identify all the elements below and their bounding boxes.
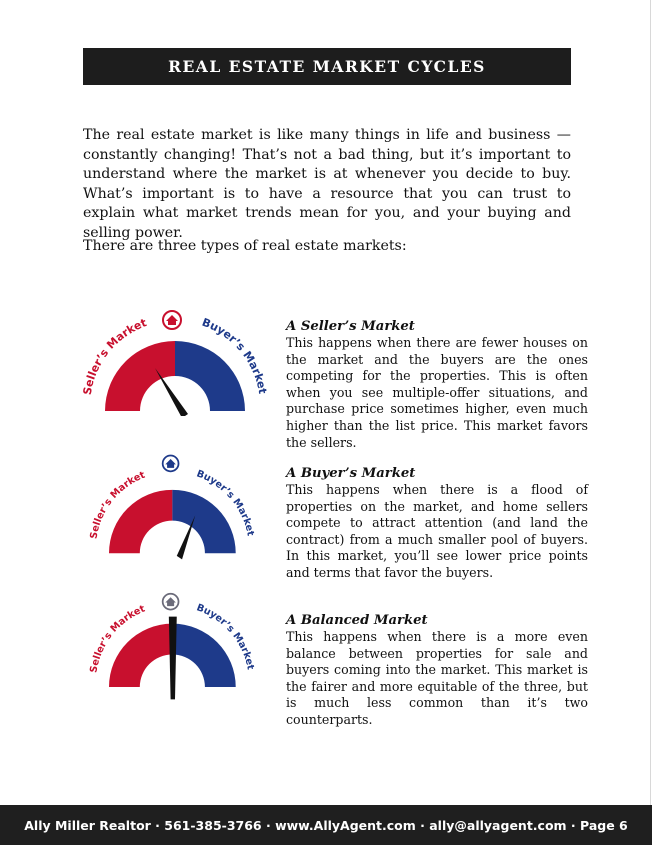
house-pin-icon <box>163 456 179 472</box>
buyer-market-section <box>286 465 588 582</box>
seller-market-text: This happens when there are fewer houses on the market and the buyers are the ones competing for the properties. This is often when you see multiple-offer situations, and purchase price sometimes higher, even much higher than the list price. This market favors the sellers. <box>286 335 588 450</box>
buyer-market-text: This happens when there is a flood of properties on the market, and home sellers compete to attract attention (and land the contract) from a much smaller pool of buyers. In this market, you’ll see lower price points and terms that favor the buyers. <box>286 482 588 580</box>
seller-market-label: Seller’s Market <box>88 603 147 674</box>
seller-market-section <box>286 318 588 451</box>
seller-market-label: Seller’s Market <box>88 469 147 540</box>
market-types-intro: There are three types of real estate markets: <box>83 238 407 254</box>
buyer-market-label: Buyer’s Market <box>194 602 256 671</box>
seller-market-label: Seller’s Market <box>80 316 149 396</box>
buyer-market-title: A Buyer’s Market <box>286 466 416 481</box>
gauge-buyer-arc <box>172 624 235 687</box>
balanced-market-gauge <box>80 592 270 702</box>
buyer-market-label: Buyer’s Market <box>200 315 270 395</box>
buyer-market-label: Buyer’s Market <box>194 468 256 537</box>
gauge-needle <box>169 617 177 700</box>
balanced-market-section <box>286 612 588 729</box>
gauge-buyer-arc <box>172 490 235 553</box>
page-title: REAL ESTATE MARKET CYCLES <box>168 57 486 76</box>
intro-paragraph: The real estate market is like many things in life and business — constantly changing! That’s not a bad thing, but it’s important to understand where the market is at whenever you decide to buy. What’s important is to have a resource that you can trust to explain what market trends mean for you, and your buying and selling power. <box>83 127 571 241</box>
balanced-market-title: A Balanced Market <box>286 613 428 628</box>
gauge-buyer-arc <box>175 341 245 411</box>
seller-market-title: A Seller’s Market <box>286 319 415 334</box>
house-pin-icon <box>163 594 179 610</box>
buyer-market-gauge <box>80 452 270 562</box>
gauge-seller-arc <box>109 624 172 687</box>
house-pin-icon <box>163 311 181 329</box>
footer-contact-text: Ally Miller Realtor · 561-385-3766 · www.AllyAgent.com · ally@allyagent.com · Page 6 <box>24 817 628 833</box>
gauge-seller-arc <box>109 490 172 553</box>
page-footer <box>0 805 652 845</box>
balanced-market-text: This happens when there is a more even balance between properties for sale and buyers coming into the market. This market is the fairer and more equitable of the three, but is much less common than it’s two counterparts. <box>286 629 588 727</box>
gauge-seller-arc <box>105 341 175 411</box>
page-header-bar <box>83 48 571 85</box>
seller-market-gauge <box>80 306 270 416</box>
